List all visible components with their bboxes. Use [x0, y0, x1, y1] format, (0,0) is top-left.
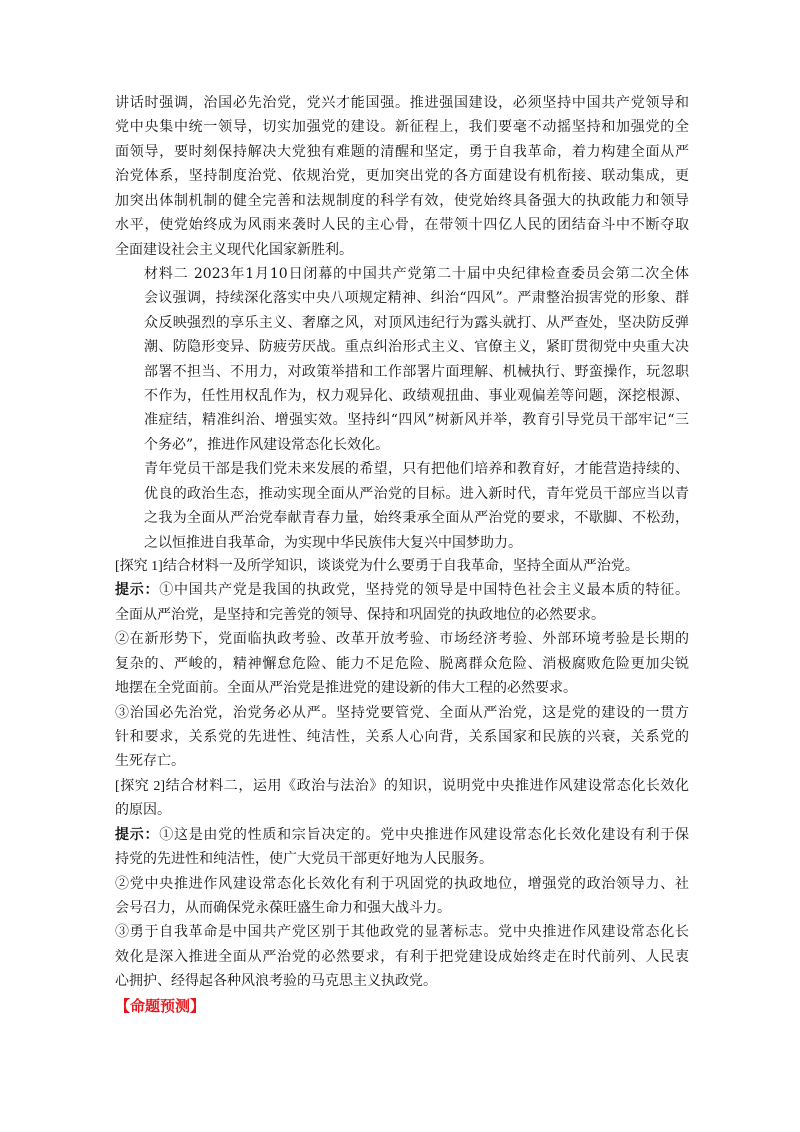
text-line-content: 心拥护、经得起各种风浪考验的马克思主义执政党。 — [115, 974, 437, 990]
text-line-content: 会议强调，持续深化落实中央八项规定精神、纠治“四风”。严肃整治损害党的形象、群 — [144, 290, 689, 307]
text-line-content: 材料二 2023年1月10日闭幕的中国共产党第二十届中央纪律检查委员会第二次全体 — [144, 265, 689, 282]
text-line-content: 的原因。 — [115, 803, 171, 819]
text-line — [115, 824, 689, 848]
text-line — [115, 799, 689, 823]
text-line-content: 全面建设社会主义现代化国家新胜利。 — [115, 241, 353, 258]
material-one-continuation — [115, 91, 689, 262]
text-line — [144, 311, 689, 335]
text-line-content: 潮、防隐形变异、防疲劳厌战。重点纠治形式主义、官僚主义，紧盯贯彻党中央重大决 — [144, 339, 689, 356]
material-section — [115, 91, 689, 555]
text-line — [115, 702, 689, 726]
text-line — [115, 677, 689, 701]
text-line — [115, 189, 689, 213]
text-line — [144, 457, 689, 481]
text-line-content: 水平，使党始终成为风雨来袭时人民的主心骨，在带领十四亿人民的团结奋斗中不断夺取 — [115, 217, 689, 234]
text-line — [115, 628, 689, 652]
text-line-content: 效化是深入推进全面从严治党的必然要求，有利于把党建设成始终走在时代前列、人民衷 — [115, 949, 689, 965]
text-line-content: [探究 1]结合材料一及所学知识，谈谈党为什么要勇于自我革命，坚持全面从严治党。 — [115, 559, 639, 575]
inquiry-1 — [115, 555, 689, 775]
inquiry-2-hint-point-3 — [115, 921, 689, 994]
text-line — [115, 946, 689, 970]
text-line-content: [探究 2]结合材料二，运用《政治与法治》的知识，说明党中央推进作风建设常态化长效化 — [115, 778, 689, 794]
text-line — [115, 555, 689, 579]
text-line-content: 针和要求，关系党的先进性、纯洁性，关系人心向背，关系国家和民族的兴衰，关系党的 — [115, 729, 689, 745]
text-line-content: 治党体系，坚持制度治党、依规治党，更加突出党的各方面建设有机衔接、联动集成，更 — [115, 168, 689, 185]
text-line — [144, 531, 689, 555]
text-line-content: ②在新形势下，党面临执政考验、改革开放考验、市场经济考验、外部环境考验是长期的 — [115, 632, 689, 648]
text-line-content: 面领导，要时刻保持解决大党独有难题的清醒和坚定，勇于自我革命，着力构建全面从严 — [115, 143, 689, 160]
text-line — [115, 213, 689, 237]
text-line — [144, 506, 689, 530]
text-line-content: 生死存亡。 — [115, 754, 185, 770]
text-line — [115, 579, 689, 603]
text-line-content: 党中央集中统一领导，切实加强党的建设。新征程上，我们要毫不动摇坚持和加强党的全 — [115, 119, 689, 136]
text-line — [115, 921, 689, 945]
text-line — [115, 873, 689, 897]
text-line-content: 准症结，精准纠治、增强实效。坚持纠“四风”树新风并举，教育引导党员干部牢记“三 — [144, 412, 689, 429]
text-line — [115, 726, 689, 750]
text-line-content: 会号召力，从而确保党永葆旺盛生命力和强大战斗力。 — [115, 900, 451, 916]
text-line — [144, 262, 689, 286]
text-line-content: 全面从严治党，是坚持和完善党的领导、保持和巩固党的执政地位的必然要求。 — [115, 607, 605, 623]
text-line — [115, 115, 689, 139]
text-line — [115, 653, 689, 677]
text-line — [144, 286, 689, 310]
text-line-content: ①中国共产党是我国的执政党，坚持党的领导是中国特色社会主义最本质的特征。 — [159, 583, 689, 599]
inquiry-1-hint-point-2 — [115, 628, 689, 701]
text-line — [144, 482, 689, 506]
inquiry-2-hint-point-1 — [115, 824, 689, 873]
material-two-paragraph — [115, 262, 689, 457]
text-line-content: 加突出体制机制的健全完善和法规制度的科学有效，使党始终具备强大的执政能力和领导 — [115, 192, 689, 209]
text-line-content: 持党的先进性和纯洁性，使广大党员干部更好地为人民服务。 — [115, 852, 493, 868]
hint-label: 提示： — [115, 583, 160, 599]
text-line — [115, 604, 689, 628]
text-line — [144, 360, 689, 384]
text-line — [115, 164, 689, 188]
youth-cadres-paragraph — [115, 457, 689, 555]
text-line-content: 优良的政治生态，推动实现全面从严治党的目标。进入新时代，青年党员干部应当以青 — [144, 485, 689, 502]
inquiry-2-question — [115, 775, 689, 824]
text-line — [115, 775, 689, 799]
inquiry-2-hint-point-2 — [115, 873, 689, 922]
text-line — [115, 970, 689, 994]
text-line-content: 不作为，任性用权乱作为，权力观异化、政绩观扭曲、事业观偏差等问题，深挖根源、 — [144, 388, 689, 405]
text-line-content: 个务必”，推进作风建设常态化长效化。 — [144, 436, 390, 453]
text-line — [115, 238, 689, 262]
text-line — [115, 140, 689, 164]
inquiry-1-hint-point-1 — [115, 579, 689, 628]
text-line-content: 之我为全面从严治党奉献青春力量，始终秉承全面从严治党的要求，不歇脚、不松劲， — [144, 510, 689, 527]
text-line-content: 众反映强烈的享乐主义、奢靡之风，对顶风违纪行为露头就打、从严查处，坚决防反弹 — [144, 314, 689, 331]
text-line-content: 部署不担当、不用力，对政策举措和工作部署片面理解、机械执行、野蛮操作，玩忽职 — [144, 363, 689, 380]
text-line-content: 地摆在全党面前。全面从严治党是推进党的建设新的伟大工程的必然要求。 — [115, 681, 577, 697]
text-line-content: ②党中央推进作风建设常态化长效化有利于巩固党的执政地位，增强党的政治领导力、社 — [115, 876, 689, 892]
text-line-content: 青年党员干部是我们党未来发展的希望，只有把他们培养和教育好，才能营造持续的、 — [144, 461, 689, 478]
text-line-content: ①这是由党的性质和宗旨决定的。党中央推进作风建设常态化长效化建设有利于保 — [159, 827, 689, 843]
text-line — [144, 433, 689, 457]
text-line — [144, 408, 689, 432]
text-line-content: ③勇于自我革命是中国共产党区别于其他政党的显著标志。党中央推进作风建设常态化长 — [115, 925, 689, 941]
text-line — [144, 335, 689, 359]
section-heading-prediction: 【命题预测】 — [115, 998, 206, 1015]
text-line — [115, 750, 689, 774]
text-line-content: ③治国必先治党，治党务必从严。坚持党要管党、全面从严治党，这是党的建设的一贯方 — [115, 705, 689, 721]
text-line — [115, 91, 689, 115]
inquiry-1-hint-point-3 — [115, 702, 689, 775]
hint-label: 提示： — [115, 827, 160, 843]
document-page — [115, 91, 689, 1019]
text-line — [115, 848, 689, 872]
text-line-content: 讲话时强调，治国必先治党，党兴才能国强。推进强国建设，必须坚持中国共产党领导和 — [115, 95, 689, 111]
inquiry-1-question — [115, 555, 689, 579]
text-line-content: 之以恒推进自我革命，为实现中华民族伟大复兴中国梦助力。 — [144, 534, 522, 551]
inquiry-2 — [115, 775, 689, 995]
text-line-content: 复杂的、严峻的，精神懈怠危险、能力不足危险、脱离群众危险、消极腐败危险更加尖锐 — [115, 656, 689, 672]
text-line — [144, 384, 689, 408]
text-line — [115, 897, 689, 921]
